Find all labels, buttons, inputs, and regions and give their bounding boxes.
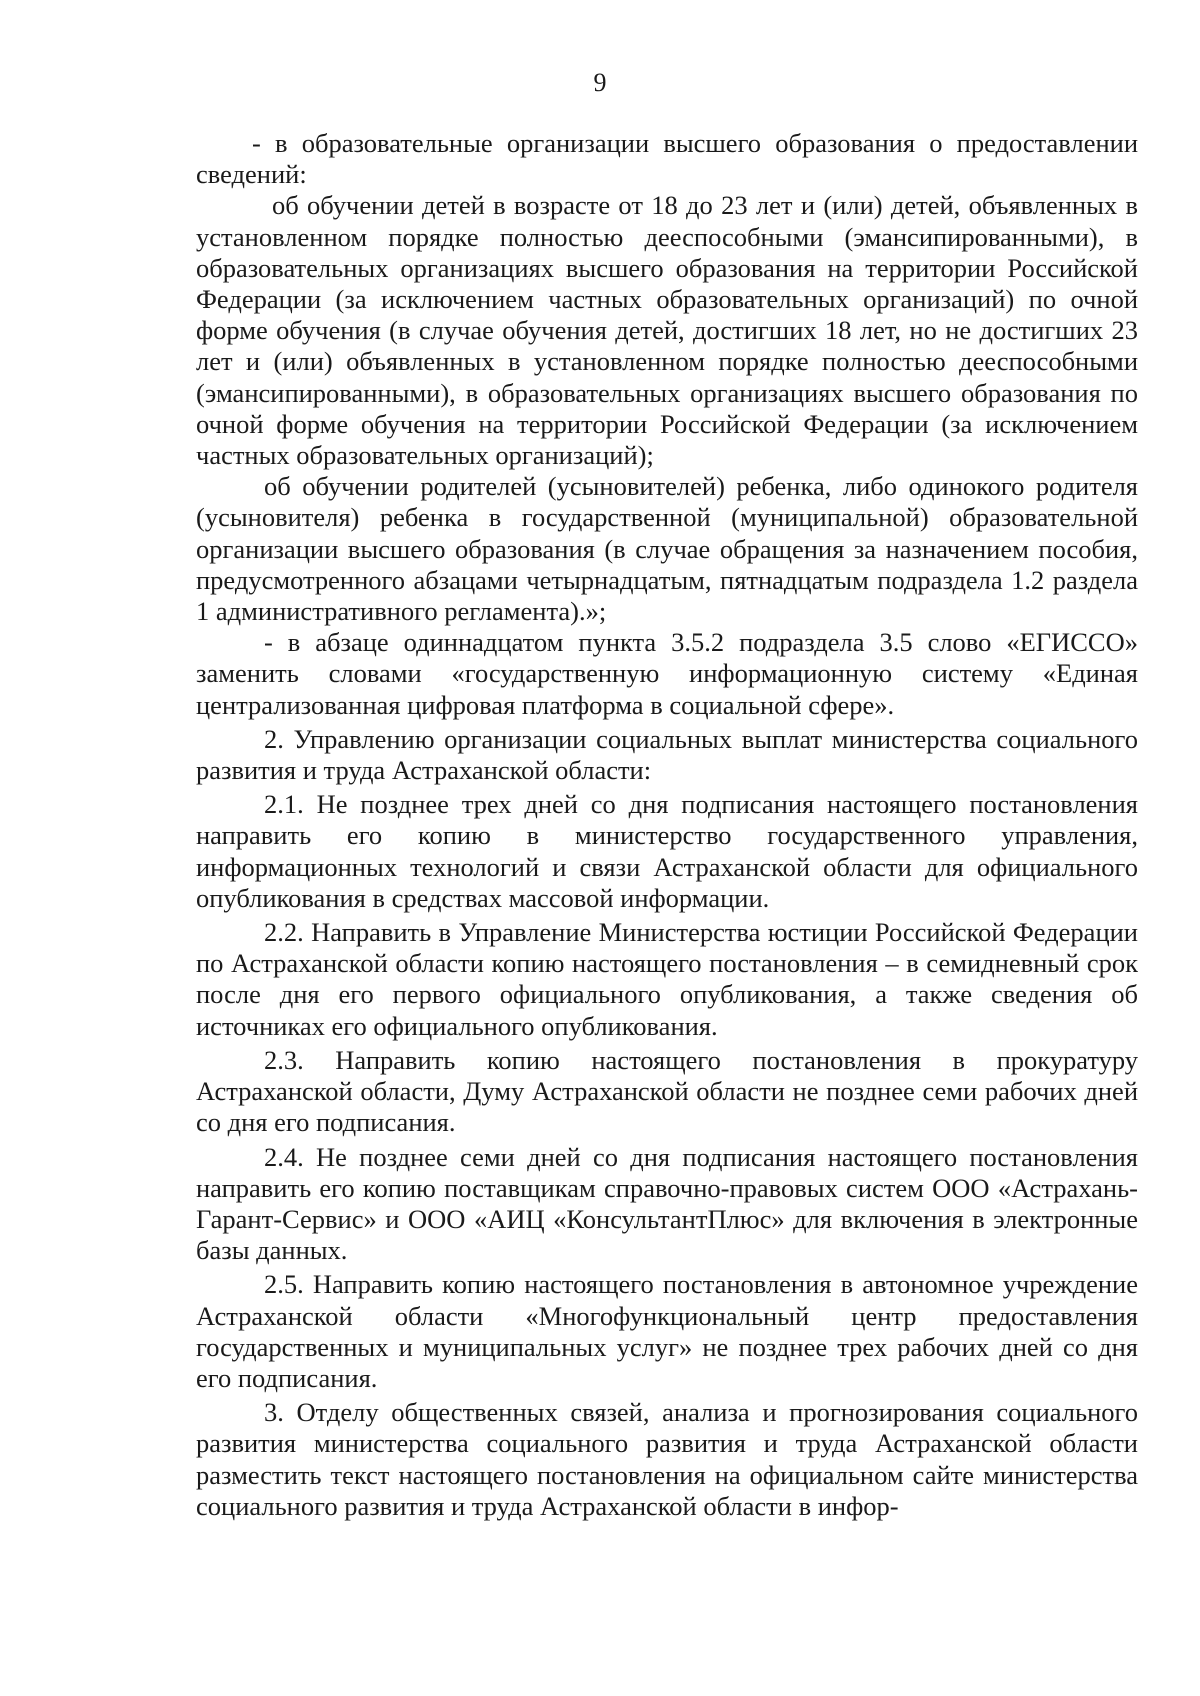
- paragraph: - в образовательные организации высшего образования о предоставлении сведений:: [196, 128, 1138, 190]
- paragraph: 2.2. Направить в Управление Министерства юстиции Российской Федерации по Астраханской области копию настоящего постановления – в семидневный срок после дня его первого официального опубликования, а также сведения об источниках его официального опубликования.: [196, 917, 1138, 1041]
- document-body: [196, 128, 1138, 1522]
- page-number: 9: [593, 68, 607, 97]
- paragraph: 2.5. Направить копию настоящего постановления в автономное учреждение Астраханской области «Многофункциональный центр предоставления государственных и муниципальных услуг» не позднее трех рабочих дней со дня его подписания.: [196, 1269, 1138, 1393]
- paragraph: - в абзаце одиннадцатом пункта 3.5.2 подраздела 3.5 слово «ЕГИССО» заменить словами «государственную информационную систему «Единая централизованная цифровая платформа в социальной сфере».: [196, 627, 1138, 720]
- paragraph: об обучении детей в возрасте от 18 до 23 лет и (или) детей, объявленных в установленном порядке полностью дееспособными (эмансипированными), в образовательных организациях высшего образования на территории Российской Федерации (за исключением частных образовательных организаций) по очной форме обучения (в случае обучения детей, достигших 18 лет, но не достигших 23 лет и (или) объявленных в установленном порядке полностью дееспособными (эмансипированными), в образовательных организациях высшего образования по очной форме обучения на территории Российской Федерации (за исключением частных образовательных организаций);: [196, 190, 1138, 471]
- paragraph: 2.4. Не позднее семи дней со дня подписания настоящего постановления направить его копию поставщикам справочно-правовых систем ООО «Астрахань-Гарант-Сервис» и ООО «АИЦ «КонсультантПлюс» для включения в электронные базы данных.: [196, 1141, 1138, 1266]
- paragraph: 2.3. Направить копию настоящего постановления в прокуратуру Астраханской области, Думу Астраханской области не позднее семи рабочих дней со дня его подписания.: [196, 1044, 1138, 1138]
- paragraph: об обучении родителей (усыновителей) ребенка, либо одинокого родителя (усыновителя) ребенка в государственной (муниципальной) образовательной организации высшего образования (в случае обращения за назначением пособия, предусмотренного абзацами четырнадцатым, пятнадцатым подраздела 1.2 раздела 1 административного регламента).»;: [196, 471, 1138, 627]
- paragraph: 2.1. Не позднее трех дней со дня подписания настоящего постановления направить его копию в министерство государственного управления, информационных технологий и связи Астраханской области для официального опубликования в средствах массовой информации.: [196, 789, 1138, 913]
- paragraph: 3. Отделу общественных связей, анализа и прогнозирования социального развития министерства социального развития и труда Астраханской области разместить текст настоящего постановления на официальном сайте министерства социального развития и труда Астраханской области в инфор-: [196, 1397, 1138, 1521]
- paragraph: 2. Управлению организации социальных выплат министерства социального развития и труда Астраханской области:: [196, 723, 1138, 786]
